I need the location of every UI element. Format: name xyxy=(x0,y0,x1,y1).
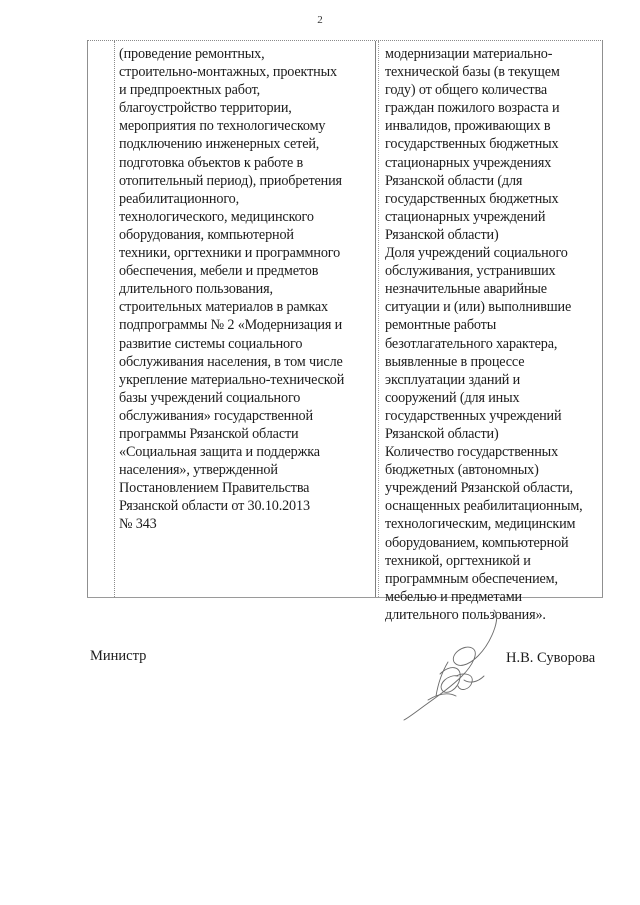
table-column-divider xyxy=(375,41,376,597)
table-cell-indicators: модернизации материально- технической базы (в текущем году) от общего количества граждан пожилого возраста и инвалидов, проживающих в государственных бюджетных стационарных учреждениях Рязанской области (для государственных бюджетных стационарных учреждений Рязанской области) Доля учреждений социального обслуживания, устранивших незначительные аварийные ситуации и (или) выполнившие ремонтные работы безотлагательного характера, выявленные в процессе эксплуатации зданий и сооружений (для иных государственных учреждений Рязанской области) Количество государственных бюджетных (автономных) учреждений Рязанской области, оснащенных реабилитационным, технологическим, медицинским оборудованием, компьютерной техникой, оргтехникой и программным обеспечением, мебелью и предметами длительного пользования». xyxy=(385,46,583,623)
table-cell-description: (проведение ремонтных, строительно-монтажных, проектных и предпроектных работ, благоустройство территории, мероприятия по технологическому подключению инженерных сетей, подготовка объектов к работе в отопительный период), приобретения реабилитационного, технологического, медицинского оборудования, компьютерной техники, оргтехники и программного обеспечения, мебели и предметов длительного пользования, строительных материалов в рамках подпрограммы № 2 «Модернизация и развитие системы социального обслуживания населения, в том числе укрепление материально-технической базы учреждений социального обслуживания» государственной программы Рязанской области «Социальная защита и поддержка населения», утвержденной Постановлением Правительства Рязанской области от 30.10.2013 № 343 xyxy=(119,46,345,533)
table-column-divider xyxy=(114,41,115,597)
signer-name: Н.В. Суворова xyxy=(506,650,596,666)
document-table xyxy=(87,40,603,623)
page-number: 2 xyxy=(317,14,323,26)
table-border-left xyxy=(87,41,88,597)
table-border-right xyxy=(602,41,603,597)
table-column-divider xyxy=(378,41,379,597)
signer-title: Министр xyxy=(90,648,147,664)
handwritten-signature xyxy=(398,604,508,724)
